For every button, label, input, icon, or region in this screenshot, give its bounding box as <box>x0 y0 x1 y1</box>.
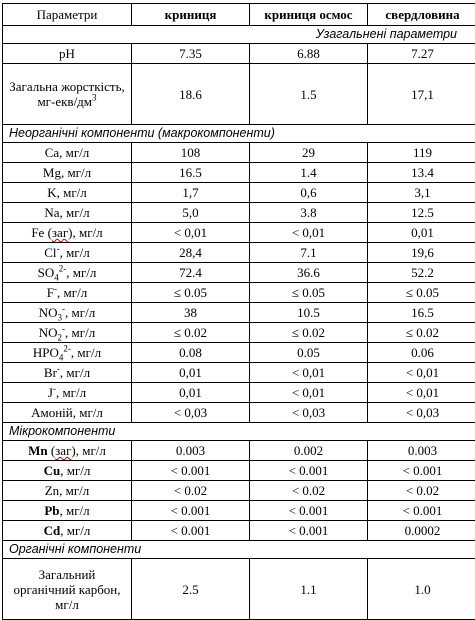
value-cell: 2.5 <box>132 559 250 620</box>
value-cell: ≤ 0.05 <box>368 283 475 303</box>
value-cell: < 0.001 <box>132 521 250 541</box>
table-row <box>3 441 475 461</box>
value-cell: 52.2 <box>368 263 475 283</box>
value-cell: 0.0002 <box>368 521 475 541</box>
value-cell: 1.4 <box>250 163 368 183</box>
parameter-name: K, мг/л <box>3 183 132 203</box>
value-cell: 12.5 <box>368 203 475 223</box>
value-cell: ≤ 0.02 <box>250 323 368 343</box>
value-cell: < 0,01 <box>132 223 250 243</box>
value-cell: 3,1 <box>368 183 475 203</box>
parameter-name: Mg, мг/л <box>3 163 132 183</box>
value-cell: 0,01 <box>132 383 250 403</box>
parameter-name: Амоній, мг/л <box>3 403 132 423</box>
value-cell: 72.4 <box>132 263 250 283</box>
header-well-osmosis: криниця осмос <box>250 4 368 26</box>
value-cell: < 0.001 <box>368 461 475 481</box>
table-row <box>3 143 475 163</box>
value-cell: < 0.001 <box>132 461 250 481</box>
value-cell: < 0,01 <box>250 363 368 383</box>
value-cell: < 0.02 <box>132 481 250 501</box>
header-well: криниця <box>132 4 250 26</box>
parameter-name: Fe (заг), мг/л <box>3 223 132 243</box>
value-cell: ≤ 0.05 <box>132 283 250 303</box>
value-cell: 1.1 <box>250 559 368 620</box>
value-cell: 119 <box>368 143 475 163</box>
section-title: Узагальнені параметри <box>3 26 475 44</box>
value-cell: 16.5 <box>132 163 250 183</box>
value-cell: ≤ 0.02 <box>368 323 475 343</box>
value-cell: 10.5 <box>250 303 368 323</box>
header-row <box>3 4 475 26</box>
value-cell: < 0.001 <box>132 501 250 521</box>
table-row <box>3 183 475 203</box>
value-cell: < 0.001 <box>250 461 368 481</box>
table-row <box>3 343 475 363</box>
parameter-name: Ca, мг/л <box>3 143 132 163</box>
value-cell: ≤ 0.02 <box>132 323 250 343</box>
value-cell: 0,6 <box>250 183 368 203</box>
parameter-name: Cl-, мг/л <box>3 243 132 263</box>
value-cell: < 0.02 <box>250 481 368 501</box>
value-cell: 1,7 <box>132 183 250 203</box>
table-row <box>3 323 475 343</box>
value-cell: < 0.001 <box>368 501 475 521</box>
parameter-name: $NO_2^-$, мг/л <box>3 323 132 343</box>
value-cell: < 0.02 <box>368 481 475 501</box>
value-cell: 17,1 <box>368 64 475 125</box>
value-cell: 28,4 <box>132 243 250 263</box>
value-cell: 0.002 <box>250 441 368 461</box>
value-cell: 7.35 <box>132 44 250 64</box>
value-cell: 1.0 <box>368 559 475 620</box>
value-cell: 29 <box>250 143 368 163</box>
table-row <box>3 223 475 243</box>
parameter-name: Загальна жорсткість, $мг-екв/дм^3$ <box>3 64 132 125</box>
value-cell: 0,01 <box>132 363 250 383</box>
value-cell: 3.8 <box>250 203 368 223</box>
header-parameters: Параметри <box>3 4 132 26</box>
value-cell: 7.1 <box>250 243 368 263</box>
table-row <box>3 163 475 183</box>
value-cell: 0.08 <box>132 343 250 363</box>
parameter-name: Cu, мг/л <box>3 461 132 481</box>
table-row <box>3 64 475 125</box>
table-row <box>3 383 475 403</box>
value-cell: 108 <box>132 143 250 163</box>
value-cell: 18.6 <box>132 64 250 125</box>
table-row <box>3 44 475 64</box>
section-title: Органічні компоненти <box>3 541 475 559</box>
table-row <box>3 203 475 223</box>
table-row <box>3 283 475 303</box>
value-cell: 6.88 <box>250 44 368 64</box>
value-cell: 0.003 <box>132 441 250 461</box>
value-cell: 5,0 <box>132 203 250 223</box>
parameter-name: Cd, мг/л <box>3 521 132 541</box>
value-cell: < 0,01 <box>368 383 475 403</box>
water-parameters-table <box>2 3 475 620</box>
parameter-name: Mn (заг), мг/л <box>3 441 132 461</box>
parameter-name: $HPO_4^{2-}$, мг/л <box>3 343 132 363</box>
parameter-name: Pb, мг/л <box>3 501 132 521</box>
value-cell: ≤ 0.05 <box>250 283 368 303</box>
value-cell: 13.4 <box>368 163 475 183</box>
value-cell: 0.05 <box>250 343 368 363</box>
section-title: Неорганічні компоненти (макрокомпоненти) <box>3 125 475 143</box>
value-cell: < 0,03 <box>368 403 475 423</box>
value-cell: 38 <box>132 303 250 323</box>
value-cell: < 0,01 <box>368 363 475 383</box>
header-borehole: свердловина <box>368 4 475 26</box>
parameter-name: J-, мг/л <box>3 383 132 403</box>
value-cell: 16.5 <box>368 303 475 323</box>
table-row <box>3 363 475 383</box>
table-row <box>3 481 475 501</box>
value-cell: 19,6 <box>368 243 475 263</box>
parameter-name: $NO_3^-$, мг/л <box>3 303 132 323</box>
parameter-name: Br-, мг/л <box>3 363 132 383</box>
value-cell: < 0.001 <box>250 501 368 521</box>
value-cell: < 0,01 <box>250 383 368 403</box>
table-row <box>3 303 475 323</box>
value-cell: 1.5 <box>250 64 368 125</box>
value-cell: 0.003 <box>368 441 475 461</box>
table-row <box>3 501 475 521</box>
value-cell: 36.6 <box>250 263 368 283</box>
parameter-name: Загальний органічний карбон, мг/л <box>3 559 132 620</box>
value-cell: < 0,03 <box>132 403 250 423</box>
value-cell: 7.27 <box>368 44 475 64</box>
parameter-name: Na, мг/л <box>3 203 132 223</box>
parameter-name: $SO_4^{2-}$, мг/л <box>3 263 132 283</box>
table-row <box>3 403 475 423</box>
value-cell: < 0.001 <box>250 521 368 541</box>
parameter-name: F-, мг/л <box>3 283 132 303</box>
table-row <box>3 521 475 541</box>
section-title: Мікрокомпоненти <box>3 423 475 441</box>
parameter-name: рН <box>3 44 132 64</box>
table-row <box>3 263 475 283</box>
table-row <box>3 243 475 263</box>
value-cell: < 0,03 <box>250 403 368 423</box>
value-cell: 0,01 <box>368 223 475 243</box>
parameter-name: Zn, мг/л <box>3 481 132 501</box>
table-row <box>3 461 475 481</box>
value-cell: 0.06 <box>368 343 475 363</box>
value-cell: < 0,01 <box>250 223 368 243</box>
table-row <box>3 559 475 620</box>
